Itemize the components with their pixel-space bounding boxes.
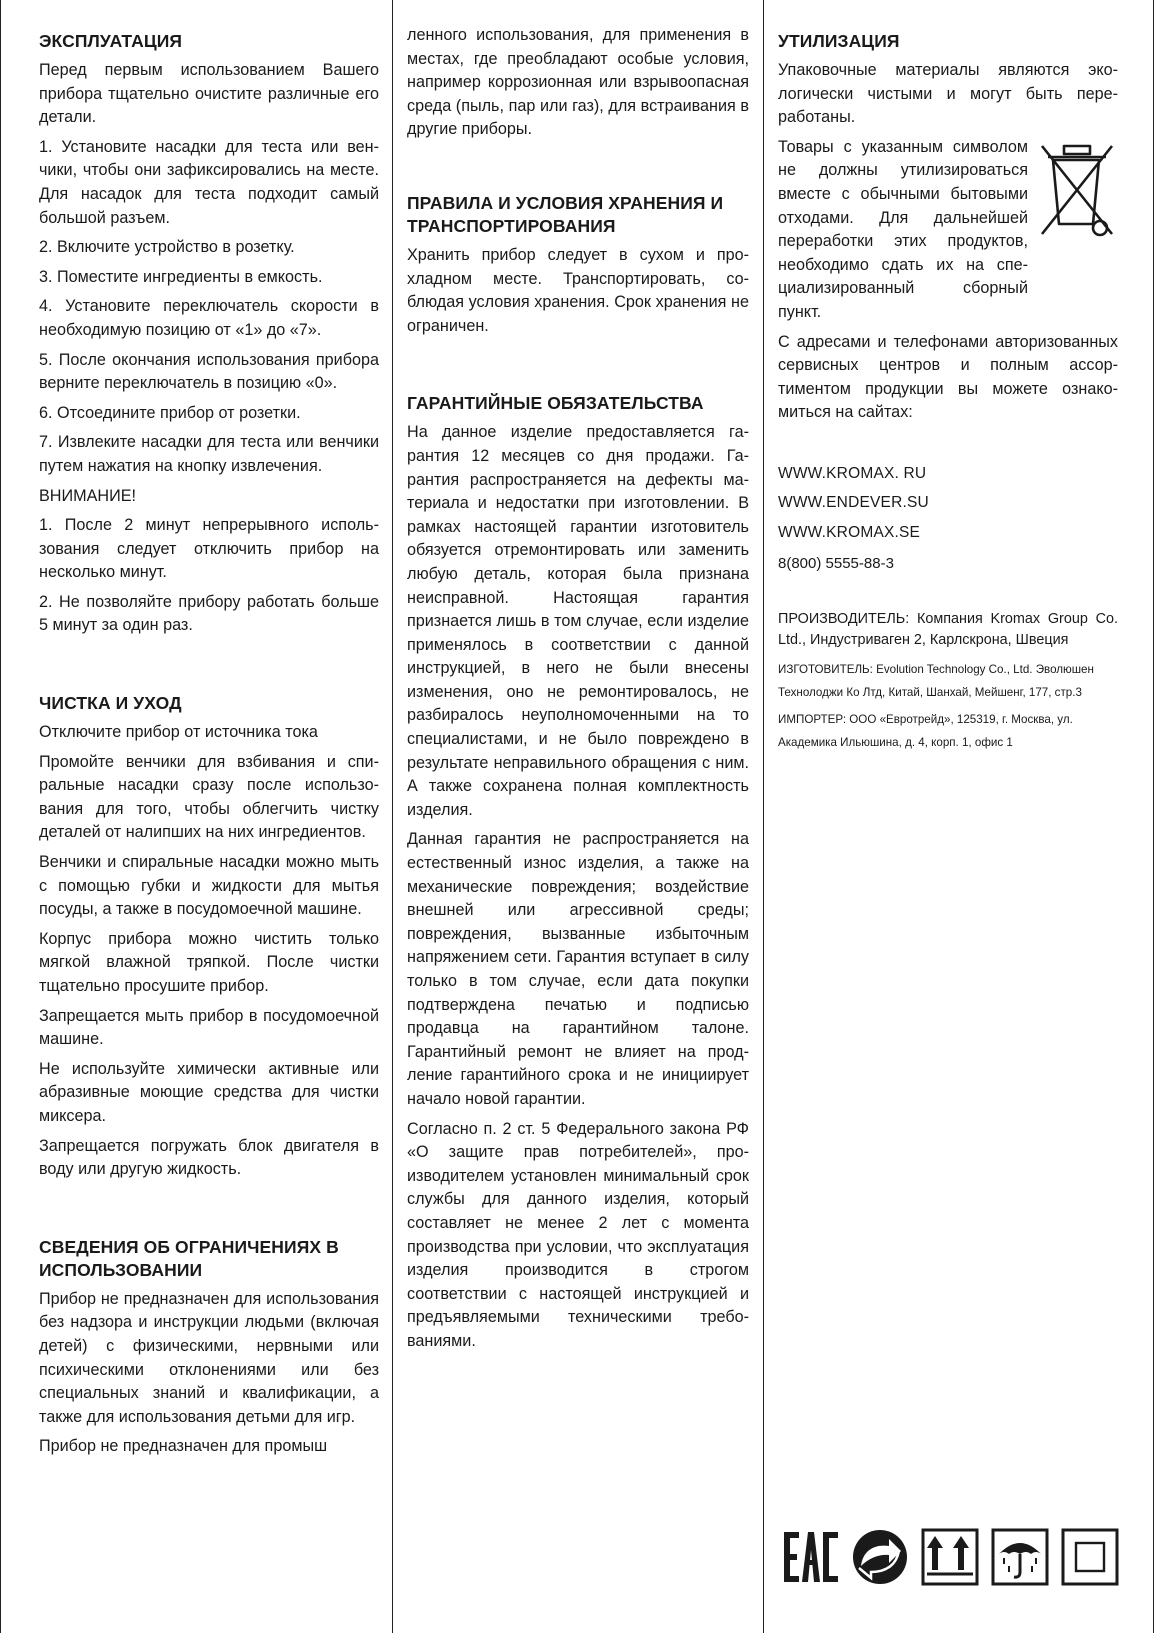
section-title: ЧИСТКА И УХОД	[39, 693, 182, 714]
paragraph: Прибор не предназначен для промыш	[39, 1437, 328, 1456]
paragraph: Корпус прибора можно чистить только мягкой влажной тряпкой. После чистки тщательно просушите прибор.	[39, 929, 379, 995]
paragraph: Перед первым использованием Вашего прибора тщательно очистите различные его детали.	[39, 61, 379, 127]
website-list	[778, 459, 1118, 548]
paragraph: 7. Извлеките насадки для теста или венчики путем нажатия на кнопку извлечения.	[39, 433, 379, 475]
paragraph: Товары с указанным символом не должны утилизироваться вместе с обычными бытовыми отходами. Для дальнейшей переработки этих продуктов, необходимо сдать их на специализированный сборный пункт.	[778, 137, 1028, 321]
column-left	[39, 0, 379, 1633]
recycle-arrow-icon	[851, 1528, 909, 1586]
producer-info: ПРОИЗВОДИТЕЛЬ: Компания Kromax Group Co. Ltd., Индустриваген 2, Карлскрона, Швеция	[778, 611, 1118, 648]
section-title: УТИЛИЗАЦИЯ	[778, 31, 900, 51]
paragraph: Венчики и спиральные насадки можно мыть с помощью губки и жидкости для мытья посуды, а также в посудомоечной машине.	[39, 853, 379, 919]
section-warranty	[407, 392, 749, 1353]
paragraph: Отключите прибор от источника тока	[39, 723, 318, 742]
website-link[interactable]: WWW.ENDEVER.SU	[778, 494, 929, 512]
importer-info: ИМПОРТЕР: ООО «Евротрейд», 125319, г. Москва, ул. Академика Ильюшина, д. 4, корп. 1, офис 1	[778, 713, 1073, 750]
column-divider	[392, 0, 393, 1633]
paragraph: 3. Поместите ингредиенты в емкость.	[39, 267, 323, 286]
section-restrictions	[39, 1236, 379, 1459]
column-right	[778, 0, 1118, 1633]
section-title: СВЕДЕНИЯ ОБ ОГРАНИЧЕНИЯХ В ИСПОЛЬЗОВАНИИ	[39, 1236, 339, 1280]
paragraph: Хранить прибор следует в сухом и прохладном месте. Транспортировать, соблюдая условия хранения. Срок хранения не ограничен.	[407, 245, 749, 335]
paragraph: Промойте венчики для взбивания и спиральные насадки сразу после использования для того, чтобы облегчить чистку деталей от налипших на них ингредиентов.	[39, 752, 379, 842]
website-link[interactable]: WWW.KROMAX. RU	[778, 464, 927, 482]
paragraph: 6. Отсоедините прибор от розетки.	[39, 403, 301, 422]
website-link[interactable]: WWW.KROMAX.SE	[778, 523, 921, 541]
paragraph: На данное изделие предоставляется гарантия 12 месяцев со дня продажи. Гарантия распространяется на дефекты материала и недостатки при изготовлении. В рамках настоящей гарантии изготовитель обязуется отремонтировать или заменить любую деталь, которая была признана неисправной. Настоящая гарантия признается лишь в том случае, если изделие применялось в соответствии с данной инструкцией, в него не были внесены изменения, оно не ремонтировалось, не разбиралось неуполномоченными на то специалистами, и не было повреждено в результате неправильного обращения с ним. А также сохранена полная комплектность изделия.	[407, 423, 749, 819]
square-icon	[1061, 1528, 1119, 1586]
section-title: ГАРАНТИЙНЫЕ ОБЯЗАТЕЛЬСТВА	[407, 393, 704, 414]
section-cleaning	[39, 692, 379, 1182]
paragraph: Данная гарантия не распространяется на естественный износ изделия, а также на механические повреждения; воздействие внешней или агрессивной среды; повреждения, вызванные избыточным напряжением сети. Гарантия вступает в силу только в том случае, если дата покупки подтверждена печатью и подписью продавца на гарантийном талоне. Гарантийный ремонт не влияет на продление гарантийного срока и не инициирует начало новой гарантии.	[407, 830, 749, 1108]
section-operation	[39, 30, 379, 638]
paragraph: 1. Установите насадки для теста или венчики, чтобы они зафиксировались на месте. Для насадок для теста подходит самый большой разъем.	[39, 137, 379, 227]
crossed-bin-icon	[1036, 140, 1118, 240]
paragraph: Не используйте химически активные или абразивные моющие средства для чистки миксера.	[39, 1059, 379, 1125]
section-title: ЭКСПЛУАТАЦИЯ	[39, 31, 183, 51]
section-storage	[407, 192, 749, 338]
disposal-symbol-block	[778, 136, 1118, 325]
paragraph: 5. После окончания использования прибора верните переключатель в позицию «0».	[39, 350, 379, 393]
certification-marks	[783, 1528, 1119, 1586]
section-title: ПРАВИЛА И УСЛОВИЯ ХРАНЕНИЯ И ТРАНСПОРТИРОВАНИЯ	[407, 192, 724, 236]
keep-dry-umbrella-icon	[991, 1528, 1049, 1586]
phone-number: 8(800) 5555-88-3	[778, 555, 894, 573]
warning-label: ВНИМАНИЕ!	[39, 486, 137, 505]
paragraph: Запрещается мыть прибор в посудомоечной машине.	[39, 1006, 379, 1049]
column-divider	[763, 0, 764, 1633]
paragraph: Упаковочные материалы являются экологически чистыми и могут быть переработаны.	[778, 61, 1118, 127]
manufacturer-info: ИЗГОТОВИТЕЛЬ: Evolution Technology Co., Ltd. Эволюшен Технолоджи Ко Лтд, Китай, Шанхай, Мейшенг, 177, стр.3	[778, 663, 1094, 700]
paragraph-continuation: ленного использования, для применения в местах, где преобладают особые условия, например коррозионная или взрывоопасная среда (пыль, пар или газ), для встраивания в другие приборы.	[407, 26, 749, 139]
paragraph: 1. После 2 минут непрерывного использования следует отключить прибор на несколько минут.	[39, 516, 379, 582]
paragraph: 2. Не позволяйте прибору работать больше 5 минут за один раз.	[39, 592, 379, 635]
paragraph: Прибор не предназначен для использования без надзора и инструкции людьми (включая детей) с физическими, нервными или психическими отклонениями или без специальных знаний и квалификации, а также для использования детьми для игр.	[39, 1289, 379, 1426]
section-disposal	[778, 30, 1118, 425]
paragraph: 4. Установите переключатель скорости в необходимую позицию от «1» до «7».	[39, 297, 379, 339]
this-way-up-icon	[921, 1528, 979, 1586]
paragraph: Запрещается погружать блок двигателя в воду или другую жидкость.	[39, 1136, 379, 1179]
paragraph: Согласно п. 2 ст. 5 Федерального закона РФ «О защите прав потребителей», производителем установлен минимальный срок службы для данного изделия, который составляет не менее 2 лет с момента производства при условии, что эксплуатация изделия производится в строгом соответствии с настоящей инструкцией и предъявляемыми техническими требованиями.	[407, 1119, 749, 1350]
paragraph: С адресами и телефонами авторизованных сервисных центров и полным ассортиментом продукции вы можете ознакомиться на сайтах:	[778, 332, 1118, 422]
paragraph: 2. Включите устройство в розетку.	[39, 238, 295, 257]
eac-mark-icon	[783, 1528, 839, 1586]
column-middle	[407, 0, 749, 1633]
